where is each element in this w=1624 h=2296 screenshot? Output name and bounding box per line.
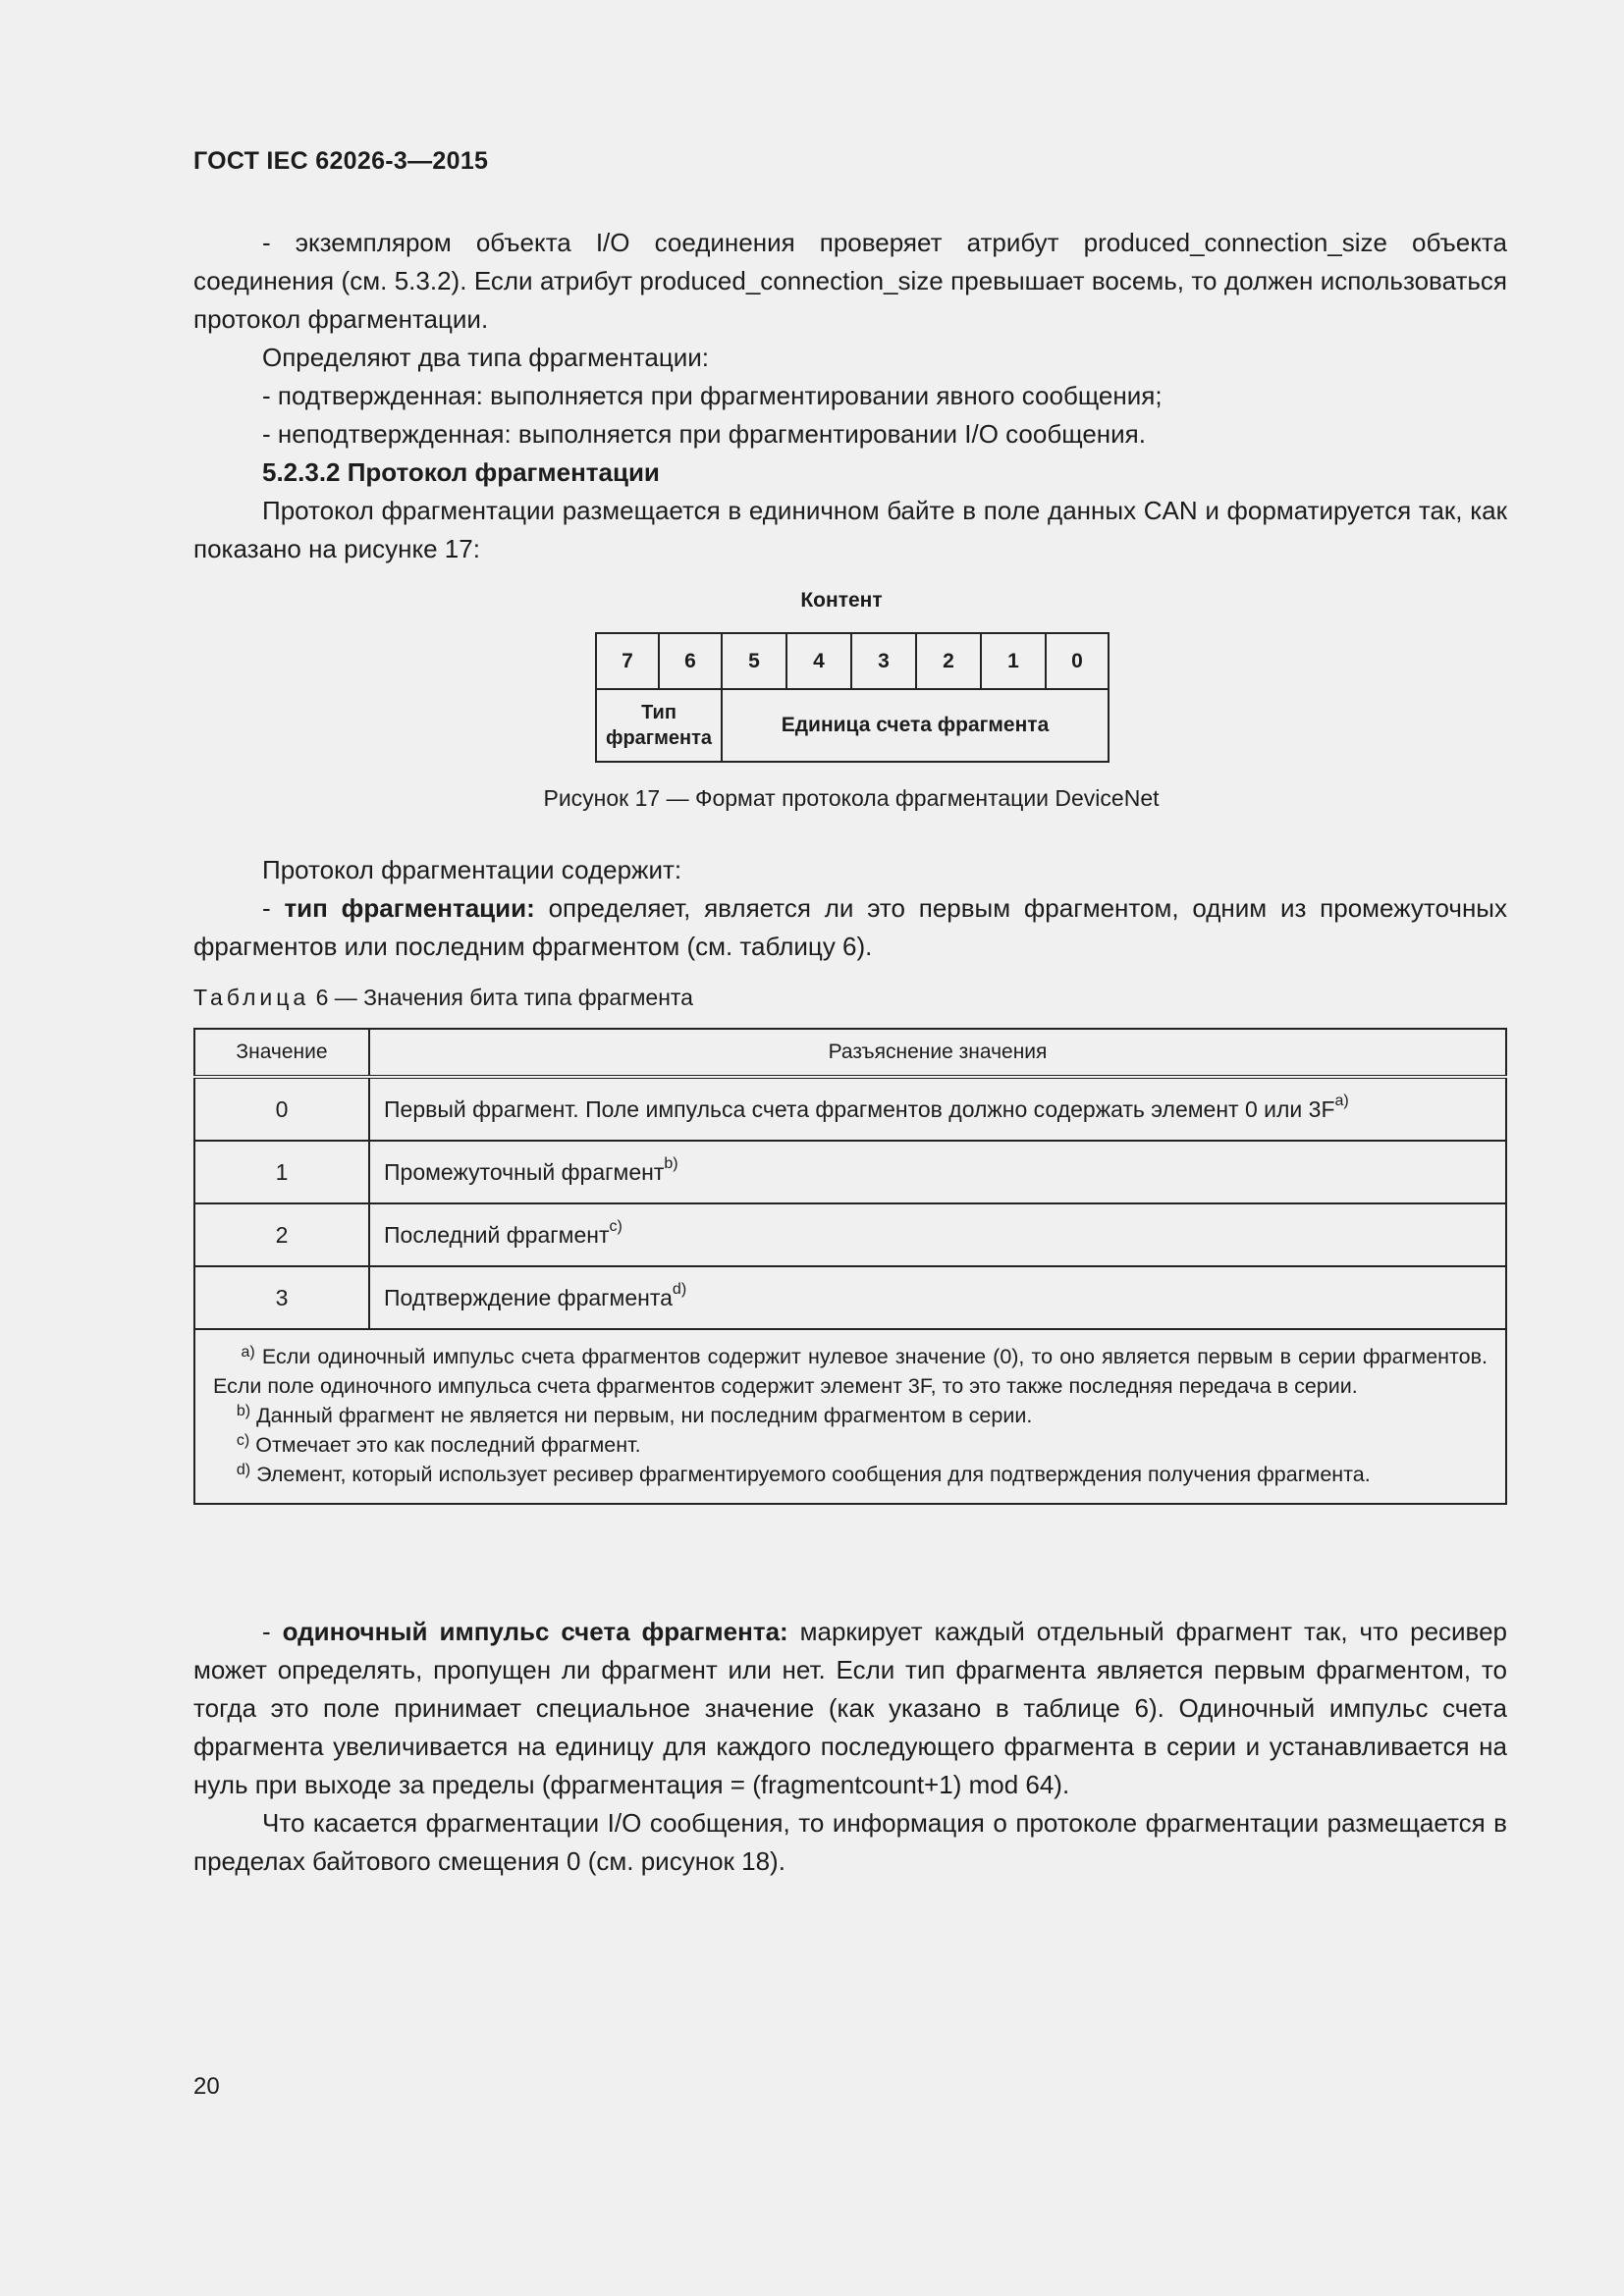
page-number: 20 [193, 2073, 220, 2100]
middle-list-item [193, 889, 1507, 966]
row-explanation-text: Подтверждение фрагмента [384, 1284, 673, 1310]
table-title-text: 6 — Значения бита типа фрагмента [309, 985, 693, 1010]
footnote-mark: d) [236, 1462, 251, 1478]
footnote-ref: d) [672, 1280, 687, 1298]
intro-paragraph-1: - экземпляром объекта I/O соединения проверяет атрибут produced_connection_size объекта соединения (см. 5.3.2). Если атрибут produced_connection_size превышает восемь, то должен использоваться протокол фрагментации. [193, 228, 1507, 334]
closing-section [193, 1613, 1507, 1881]
footnote-text: Отмечает это как последний фрагмент. [255, 1433, 641, 1457]
intro-list-item-1: - подтвержденная: выполняется при фрагментировании явного сообщения; [262, 381, 1163, 410]
footnote-text: Данный фрагмент не является ни первым, ни последним фрагментом в серии. [256, 1404, 1033, 1427]
footnote [213, 1342, 1488, 1401]
term-fragment-type: тип фрагментации: [284, 893, 535, 923]
table-row [194, 1266, 1506, 1329]
row-explanation [369, 1077, 1506, 1141]
bit-cell: 2 [916, 633, 981, 689]
section-heading: 5.2.3.2 Протокол фрагментации [262, 457, 660, 487]
footnote-mark: c) [236, 1432, 250, 1449]
term-fragment-count: одиночный импульс счета фрагмента: [282, 1617, 788, 1646]
intro-paragraph-2: Определяют два типа фрагментации: [262, 343, 710, 372]
term-fragment-count-definition: маркирует каждый отдельный фрагмент так, что ресивер может определять, пропущен ли фрагмент или нет. Если тип фрагмента является первым фрагментом, то тогда это поле принимает специальное значение (как указано в таблице 6). Одиночный импульс счета фрагмента увеличивается на единицу для каждого последующего фрагмента в серии и устанавливается на нуль при выходе за пределы (фрагментация = (fragmentcount+1) mod 64). [193, 1617, 1507, 1799]
row-value: 1 [194, 1141, 369, 1203]
intro-list-item-2: - неподтвержденная: выполняется при фрагментировании I/O сообщения. [262, 419, 1146, 449]
bit-cell: 7 [596, 633, 659, 689]
row-explanation [369, 1266, 1506, 1329]
footnote-text: Если одиночный импульс счета фрагментов содержит нулевое значение (0), то оно является первым в серии фрагментов. Если поле одиночного импульса счета фрагментов содержит элемент 3F, то это также последняя передача в серии. [213, 1345, 1488, 1398]
closing-list-item [193, 1613, 1507, 1804]
footnote [213, 1401, 1488, 1430]
row-value: 0 [194, 1077, 369, 1141]
row-explanation-text: Промежуточный фрагмент [384, 1158, 665, 1185]
row-explanation [369, 1203, 1506, 1266]
footnote-mark: a) [241, 1344, 255, 1361]
figure-top-label: Контент [800, 589, 883, 612]
fragment-type-table [193, 1028, 1507, 1505]
table-footnotes [194, 1329, 1506, 1504]
footnote-ref: b) [664, 1154, 678, 1172]
middle-section [193, 851, 1507, 966]
bit-cell: 1 [981, 633, 1046, 689]
row-value: 2 [194, 1203, 369, 1266]
footnote-ref: a) [1334, 1092, 1349, 1109]
bit-cell: 5 [722, 633, 786, 689]
bit-cell: 6 [659, 633, 722, 689]
list-dash: - [262, 1617, 283, 1646]
table-row [194, 1141, 1506, 1203]
intro-paragraph-3: Протокол фрагментации размещается в единичном байте в поле данных CAN и форматируется так, как показано на рисунке 17: [193, 496, 1507, 563]
table-title-word: Таблица [193, 985, 310, 1010]
fragment-count-field: Единица счета фрагмента [722, 689, 1109, 762]
footnote [213, 1430, 1488, 1460]
term-fragment-type-definition: определяет, является ли это первым фрагментом, одним из промежуточных фрагментов или последним фрагментом (см. таблицу 6). [193, 893, 1507, 961]
row-value: 3 [194, 1266, 369, 1329]
bit-cell: 3 [851, 633, 916, 689]
row-explanation-text: Первый фрагмент. Поле импульса счета фрагментов должно содержать элемент 0 или 3F [384, 1095, 1335, 1122]
figure-caption: Рисунок 17 — Формат протокола фрагментации DeviceNet [543, 785, 1160, 811]
bit-cell: 0 [1046, 633, 1109, 689]
fragment-type-field [596, 689, 722, 762]
table-title [193, 985, 693, 1011]
row-explanation-text: Последний фрагмент [384, 1221, 610, 1248]
fragment-type-label-line1: Тип [641, 702, 677, 723]
middle-paragraph-1: Протокол фрагментации содержит: [262, 855, 682, 884]
footnote-text: Элемент, который использует ресивер фрагментируемого сообщения для подтверждения получения фрагмента. [256, 1463, 1371, 1486]
bit-format-diagram [595, 632, 1110, 763]
table-row [194, 1203, 1506, 1266]
column-header-explanation: Разъяснение значения [369, 1029, 1506, 1077]
footnote-ref: c) [609, 1217, 623, 1235]
footnote [213, 1460, 1488, 1489]
closing-paragraph: Что касается фрагментации I/O сообщения, то информация о протоколе фрагментации размещается в пределах байтового смещения 0 (см. рисунок 18). [193, 1808, 1507, 1876]
bit-cell: 4 [786, 633, 851, 689]
fragment-type-label-line2: фрагмента [605, 727, 713, 749]
list-dash: - [262, 893, 285, 923]
intro-section [193, 224, 1507, 568]
table-row [194, 1077, 1506, 1141]
column-header-value: Значение [194, 1029, 369, 1077]
document-header: ГОСТ IEC 62026-3—2015 [193, 147, 489, 175]
footnote-mark: b) [236, 1403, 251, 1419]
row-explanation [369, 1141, 1506, 1203]
